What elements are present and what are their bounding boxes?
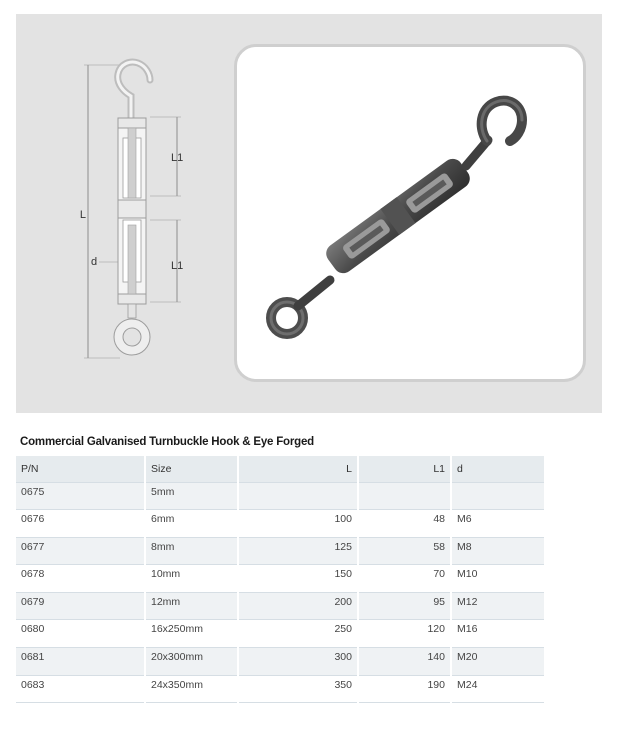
header-d: d [451, 456, 545, 482]
header-l1: L1 [358, 456, 451, 482]
cell-d: M6 [451, 510, 545, 538]
cell-size: 24x350mm [145, 675, 238, 703]
cell-size: 12mm [145, 592, 238, 620]
cell-l: 125 [238, 537, 358, 565]
table-row [16, 620, 545, 648]
cell-l1: 140 [358, 648, 451, 676]
cell-pn: 0679 [16, 592, 145, 620]
cell-pn: 0676 [16, 510, 145, 538]
dimension-L1-lower-label: L1 [171, 260, 184, 272]
cell-l1: 190 [358, 675, 451, 703]
turnbuckle-photo [16, 14, 602, 413]
table-row [16, 510, 545, 538]
table-row [16, 482, 545, 510]
cell-size: 8mm [145, 537, 238, 565]
product-image-panel [16, 14, 602, 413]
cell-size: 6mm [145, 510, 238, 538]
cell-size: 5mm [145, 482, 238, 510]
header-pn: P/N [16, 456, 145, 482]
cell-pn: 0680 [16, 620, 145, 648]
table-row [16, 537, 545, 565]
cell-pn: 0678 [16, 565, 145, 593]
cell-l: 100 [238, 510, 358, 538]
cell-l: 350 [238, 675, 358, 703]
cell-l1: 120 [358, 620, 451, 648]
table-header-row [16, 456, 545, 482]
header-l: L [238, 456, 358, 482]
cell-l: 300 [238, 648, 358, 676]
cell-l1: 70 [358, 565, 451, 593]
header-size: Size [145, 456, 238, 482]
cell-d: M16 [451, 620, 545, 648]
cell-l: 150 [238, 565, 358, 593]
dimension-L-label: L [79, 209, 86, 221]
spec-table [16, 456, 546, 703]
table-row [16, 565, 545, 593]
table-title: Commercial Galvanised Turnbuckle Hook & Eye Forged [20, 436, 314, 448]
table-row [16, 648, 545, 676]
cell-d: M10 [451, 565, 545, 593]
cell-l1: 58 [358, 537, 451, 565]
cell-size: 20x300mm [145, 648, 238, 676]
table-row [16, 592, 545, 620]
table-row [16, 675, 545, 703]
dimension-L1-upper-label: L1 [171, 152, 184, 164]
cell-l: 200 [238, 592, 358, 620]
cell-l1: 95 [358, 592, 451, 620]
cell-size: 16x250mm [145, 620, 238, 648]
cell-pn: 0681 [16, 648, 145, 676]
dimension-d-label: d [91, 256, 98, 268]
cell-d [451, 482, 545, 510]
cell-d: M20 [451, 648, 545, 676]
cell-d: M12 [451, 592, 545, 620]
cell-d: M24 [451, 675, 545, 703]
cell-l1: 48 [358, 510, 451, 538]
cell-pn: 0675 [16, 482, 145, 510]
cell-d: M8 [451, 537, 545, 565]
cell-pn: 0677 [16, 537, 145, 565]
cell-size: 10mm [145, 565, 238, 593]
cell-l: 250 [238, 620, 358, 648]
cell-l [238, 482, 358, 510]
cell-pn: 0683 [16, 675, 145, 703]
cell-l1 [358, 482, 451, 510]
